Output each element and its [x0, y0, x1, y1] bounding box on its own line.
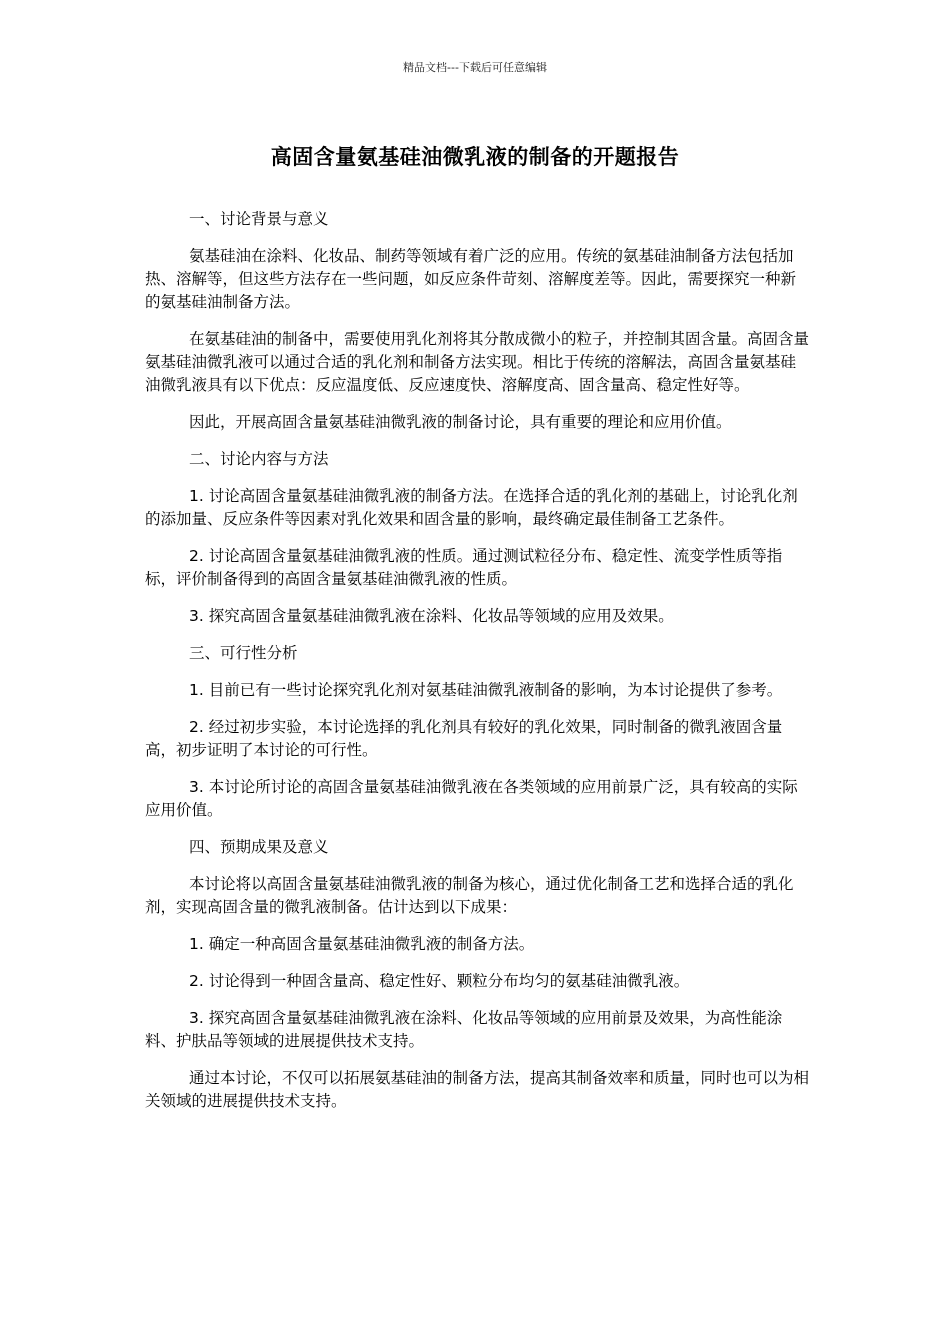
section-heading-expected-results: 四、预期成果及意义 [189, 838, 329, 856]
section-heading-background: 一、讨论背景与意义 [189, 210, 329, 228]
header-note: 精品文档---下载后可任意编辑 [403, 61, 547, 74]
list-item: 2. 经过初步实验，本讨论选择的乳化剂具有较好的乳化效果，同时制备的微乳液固含量高，初步证明了本讨论的可行性。 [145, 718, 783, 759]
list-item: 3. 探究高固含量氨基硅油微乳液在涂料、化妆品等领域的应用前景及效果，为高性能涂料、护肤品等领域的进展提供技术支持。 [145, 1009, 783, 1050]
list-item: 2. 讨论得到一种固含量高、稳定性好、颗粒分布均匀的氨基硅油微乳液。 [189, 972, 690, 990]
section-heading-feasibility: 三、可行性分析 [189, 644, 298, 662]
paragraph: 本讨论将以高固含量氨基硅油微乳液的制备为核心，通过优化制备工艺和选择合适的乳化剂，实现高固含量的微乳液制备。估计达到以下成果： [145, 875, 794, 916]
list-item: 1. 目前已有一些讨论探究乳化剂对氨基硅油微乳液制备的影响，为本讨论提供了参考。 [189, 681, 783, 699]
paragraph: 氨基硅油在涂料、化妆品、制药等领域有着广泛的应用。传统的氨基硅油制备方法包括加热、溶解等，但这些方法存在一些问题，如反应条件苛刻、溶解度差等。因此，需要探究一种新的氨基硅油制备方法。 [145, 247, 797, 311]
paragraph: 因此，开展高固含量氨基硅油微乳液的制备讨论，具有重要的理论和应用价值。 [189, 413, 732, 431]
document-body [145, 208, 809, 1127]
list-item: 3. 本讨论所讨论的高固含量氨基硅油微乳液在各类领域的应用前景广泛，具有较高的实际应用价值。 [145, 778, 798, 819]
paragraph: 通过本讨论，不仅可以拓展氨基硅油的制备方法，提高其制备效率和质量，同时也可以为相关领域的进展提供技术支持。 [145, 1069, 810, 1110]
list-item: 3. 探究高固含量氨基硅油微乳液在涂料、化妆品等领域的应用及效果。 [189, 607, 674, 625]
paragraph: 在氨基硅油的制备中，需要使用乳化剂将其分散成微小的粒子，并控制其固含量。高固含量氨基硅油微乳液可以通过合适的乳化剂和制备方法实现。相比于传统的溶解法，高固含量氨基硅油微乳液具有以下优点：反应温度低、反应速度快、溶解度高、固含量高、稳定性好等。 [145, 330, 810, 394]
list-item: 1. 讨论高固含量氨基硅油微乳液的制备方法。在选择合适的乳化剂的基础上，讨论乳化剂的添加量、反应条件等因素对乳化效果和固含量的影响，最终确定最佳制备工艺条件。 [145, 487, 798, 528]
section-heading-content-method: 二、讨论内容与方法 [189, 450, 329, 468]
document-title: 高固含量氨基硅油微乳液的制备的开题报告 [270, 145, 680, 169]
list-item: 2. 讨论高固含量氨基硅油微乳液的性质。通过测试粒径分布、稳定性、流变学性质等指标，评价制备得到的高固含量氨基硅油微乳液的性质。 [145, 547, 783, 588]
list-item: 1. 确定一种高固含量氨基硅油微乳液的制备方法。 [189, 935, 535, 953]
